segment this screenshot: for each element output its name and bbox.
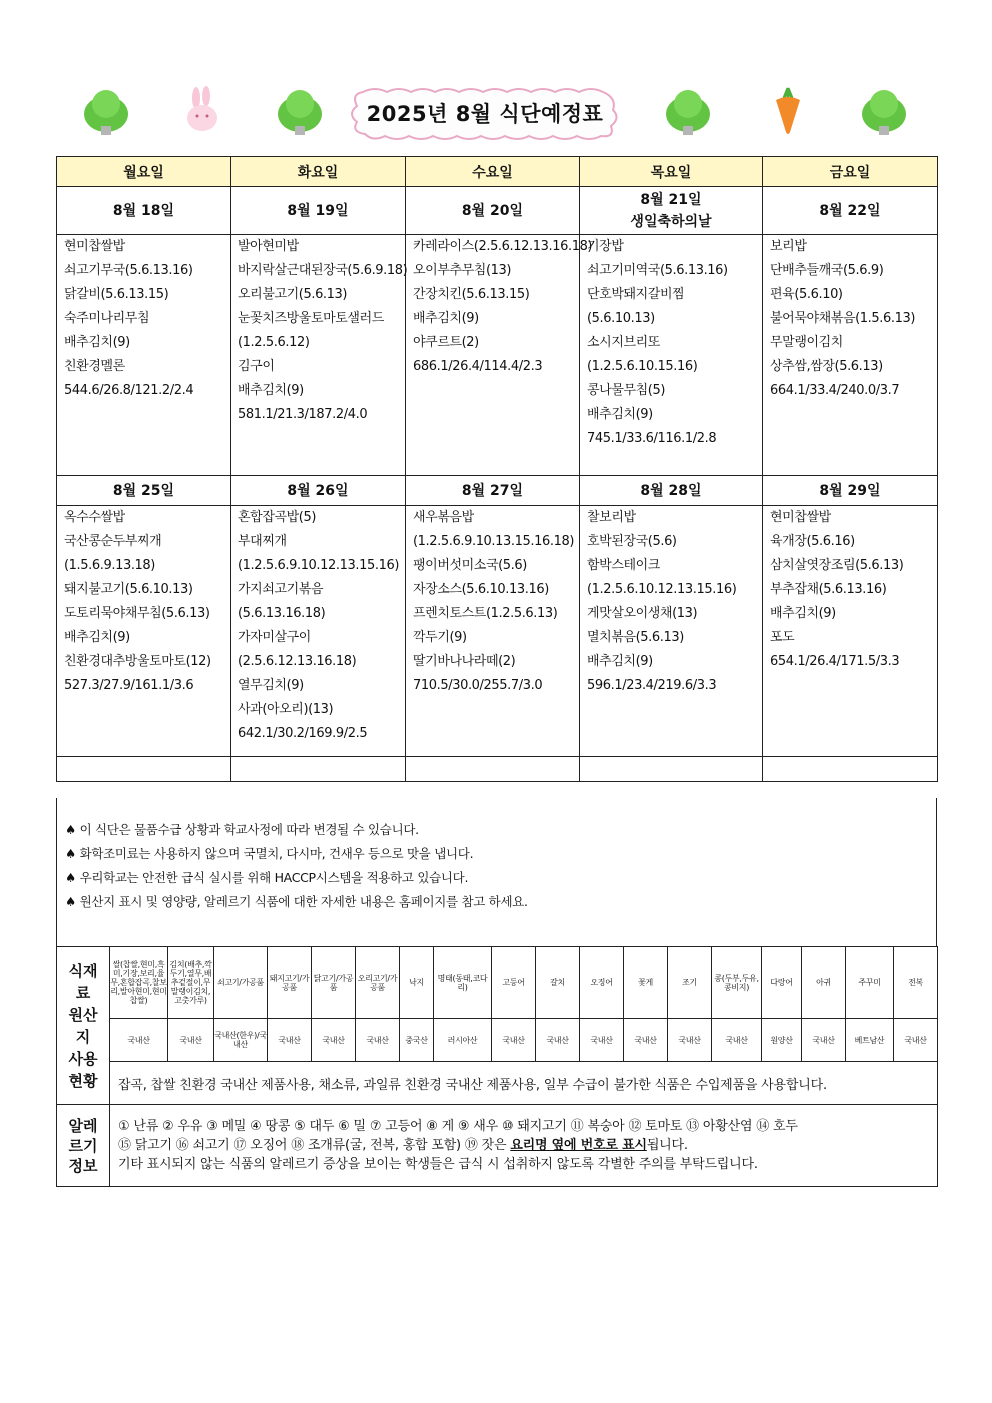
menu-item: 딸기바나나라떼(2) (413, 654, 516, 669)
date-row-week1 (57, 187, 938, 235)
menu-item: (1.5.6.9.13.18) (64, 558, 155, 573)
menu-item: 야쿠르트(2) (413, 335, 479, 350)
origin-food-name: 쇠고기/가공품 (214, 947, 268, 1019)
date-label: 8월 25일 (112, 482, 175, 499)
menu-item: 육개장(5.6.16) (770, 534, 855, 549)
blank-cell (580, 757, 763, 782)
menu-item: 찰보리밥 (587, 510, 636, 525)
origin-country: 국내산 (802, 1019, 846, 1062)
date-label: 8월 29일 (819, 482, 881, 499)
origin-country: 국내산 (356, 1019, 400, 1062)
menu-item: 가자미살구이 (238, 630, 311, 645)
origin-food-name: 돼지고기/가공품 (268, 947, 312, 1019)
allergy-line: ① 난류 ② 우유 ③ 메밀 ④ 땅콩 ⑤ 대두 ⑥ 밀 ⑦ 고등어 ⑧ 게 ⑨ 새우 ⑩ 돼지고기 ⑪ 복숭아 ⑫ 토마토 ⑬ 아황산염 ⑭ 호두 (118, 1119, 798, 1134)
origin-food-name: 전복 (894, 947, 938, 1019)
allergy-line-post: 됩니다. (646, 1138, 688, 1153)
date-label: 8월 18일 (112, 202, 175, 219)
menu-item: 멸치볶음(5.6.13) (587, 630, 684, 645)
date-cell (406, 187, 580, 235)
origin-food-name: 다랑어 (762, 947, 802, 1019)
date-label: 8월 26일 (287, 482, 349, 499)
menu-item: 596.1/23.4/219.6/3.3 (587, 678, 717, 693)
menu-item: 오이부추무침(13) (413, 263, 512, 278)
menu-item: 친환경멜론 (64, 359, 125, 374)
origin-label-line: 지 (75, 1027, 91, 1046)
allergy-label (57, 1105, 110, 1187)
notice-line: ♠ 이 식단은 물품수급 상황과 학교사정에 따라 변경될 수 있습니다. (65, 822, 419, 837)
notice-line: ♠ 우리학교는 안전한 급식 실시를 위해 HACCP시스템을 적용하고 있습니다. (65, 870, 469, 885)
allergy-text (110, 1105, 938, 1187)
menu-row-week1 (57, 235, 938, 476)
blank-row (57, 757, 938, 782)
origin-food-name: 닭고기/가공품 (312, 947, 356, 1019)
menu-item: 김구이 (238, 359, 275, 374)
menu-item: 발아현미밥 (238, 239, 299, 254)
menu-table (56, 156, 938, 782)
day-header-mon: 월요일 (57, 157, 231, 187)
menu-item: 편육(5.6.10) (770, 287, 843, 302)
origin-country: 국내산 (268, 1019, 312, 1062)
menu-item: 배추김치(9) (64, 335, 130, 350)
menu-item: 혼합잡곡밥(5) (238, 510, 317, 525)
menu-item: 도토리묵야채무침(5.6.13) (64, 606, 210, 621)
menu-cell (580, 235, 763, 476)
menu-item: 팽이버섯미소국(5.6) (413, 558, 527, 573)
menu-item: 단배추들깨국(5.6.9) (770, 263, 884, 278)
menu-item: 664.1/33.4/240.0/3.7 (770, 383, 900, 398)
date-cell (580, 187, 763, 235)
menu-item: 호박된장국(5.6) (587, 534, 677, 549)
menu-item: 숙주미나리무침 (64, 311, 150, 326)
menu-item: 눈꽃치즈방울토마토샐러드 (238, 311, 384, 326)
origin-country: 중국산 (400, 1019, 434, 1062)
origin-sentence: 잡곡, 찹쌀 친환경 국내산 제품사용, 채소류, 과일류 친환경 국내산 제품사용, 일부 수급이 불가한 식품은 수입제품을 사용합니다. (110, 1062, 938, 1105)
menu-item: 깍두기(9) (413, 630, 467, 645)
origin-label-line: 사용 (68, 1049, 98, 1068)
origin-country: 국내산 (668, 1019, 712, 1062)
menu-item: 포도 (770, 630, 795, 645)
menu-item: 배추김치(9) (238, 383, 304, 398)
tree-icon (80, 84, 132, 136)
origin-food-name: 주꾸미 (846, 947, 894, 1019)
date-cell (57, 187, 231, 235)
date-cell (57, 476, 231, 506)
menu-item: 배추김치(9) (587, 407, 653, 422)
menu-item: (1.2.5.6.9.10.12.13.15.16) (238, 558, 399, 573)
date-cell (231, 187, 406, 235)
menu-item: 쇠고기미역국(5.6.13.16) (587, 263, 728, 278)
origin-country: 국내산 (312, 1019, 356, 1062)
date-cell (406, 476, 580, 506)
allergy-line: 기타 표시되지 않는 식품의 알레르기 증상을 보이는 학생들은 급식 시 섭취하지 않도록 각별한 주의를 부탁드립니다. (118, 1157, 758, 1172)
origin-country: 러시아산 (434, 1019, 492, 1062)
menu-item: 현미찹쌀밥 (64, 239, 125, 254)
origin-country: 국내산 (624, 1019, 668, 1062)
tree-icon (662, 84, 714, 136)
blank-cell (231, 757, 406, 782)
menu-item: 527.3/27.9/161.1/3.6 (64, 678, 194, 693)
menu-item: (1.2.5.6.10.15.16) (587, 359, 698, 374)
origin-food-name: 낙지 (400, 947, 434, 1019)
origin-food-name: 오징어 (580, 947, 624, 1019)
menu-cell (580, 506, 763, 757)
date-label: 8월 21일 (640, 191, 702, 208)
origin-country-row (57, 1019, 938, 1062)
menu-item: 옥수수쌀밥 (64, 510, 125, 525)
date-label: 8월 28일 (640, 482, 702, 499)
date-row-week2 (57, 476, 938, 506)
blank-cell (57, 757, 231, 782)
menu-row-week2 (57, 506, 938, 757)
menu-item: 무말랭이김치 (770, 335, 843, 350)
day-header-fri: 금요일 (763, 157, 938, 187)
origin-sentence-row (57, 1062, 938, 1105)
tree-icon (858, 84, 910, 136)
menu-cell (406, 235, 593, 476)
menu-item: (2.5.6.12.13.16.18) (238, 654, 357, 669)
origin-country: 국내산(한우)/국내산 (214, 1019, 268, 1062)
menu-item: (1.2.5.6.10.12.13.15.16) (587, 582, 737, 597)
menu-item: 보리밥 (770, 239, 807, 254)
menu-item: 745.1/33.6/116.1/2.8 (587, 431, 717, 446)
origin-country: 국내산 (536, 1019, 580, 1062)
origin-label (57, 947, 110, 1105)
menu-cell (406, 506, 580, 757)
menu-item: 642.1/30.2/169.9/2.5 (238, 726, 368, 741)
menu-item: 기장밥 (587, 239, 624, 254)
origin-country: 국내산 (712, 1019, 762, 1062)
menu-item: (5.6.10.13) (587, 311, 655, 326)
origin-food-name: 김치(배추,깍두기,열무,배추겉절이,무말랭이김치,고춧가루) (168, 947, 214, 1019)
menu-item: 닭갈비(5.6.13.15) (64, 287, 169, 302)
menu-item: 가지쇠고기볶음 (238, 582, 324, 597)
date-cell (763, 476, 938, 506)
date-cell (580, 476, 763, 506)
origin-country: 원양산 (762, 1019, 802, 1062)
origin-food-name: 꽃게 (624, 947, 668, 1019)
origin-label-line: 식재 (68, 961, 98, 980)
menu-item: 배추김치(9) (587, 654, 653, 669)
menu-item: 배추김치(9) (413, 311, 479, 326)
origin-food-name: 갈치 (536, 947, 580, 1019)
allergy-highlight: 요리명 옆에 번호로 표시 (510, 1138, 647, 1153)
menu-item: 배추김치(9) (64, 630, 130, 645)
menu-item: 돼지불고기(5.6.10.13) (64, 582, 193, 597)
allergy-label-line: 알레 (68, 1116, 98, 1135)
menu-item: 프렌치토스트(1.2.5.6.13) (413, 606, 558, 621)
date-cell (231, 476, 406, 506)
origin-country: 국내산 (168, 1019, 214, 1062)
menu-item: 오리불고기(5.6.13) (238, 287, 348, 302)
menu-cell (763, 506, 938, 757)
origin-name-row (57, 947, 938, 1019)
blank-cell (763, 757, 938, 782)
menu-cell (763, 235, 938, 476)
menu-item: 686.1/26.4/114.4/2.3 (413, 359, 543, 374)
menu-item: 배추김치(9) (770, 606, 836, 621)
menu-item: 소시지브리또 (587, 335, 660, 350)
menu-item: 부대찌개 (238, 534, 287, 549)
allergy-line (110, 1136, 937, 1155)
origin-label-line: 원산 (68, 1005, 98, 1024)
origin-country: 국내산 (894, 1019, 938, 1062)
origin-food-name: 고등어 (492, 947, 536, 1019)
notice-line: ♠ 원산지 표시 및 영양량, 알레르기 식품에 대한 자세한 내용은 홈페이지를 참고 하세요. (65, 894, 528, 909)
blank-cell (406, 757, 580, 782)
menu-item: 710.5/30.0/255.7/3.0 (413, 678, 543, 693)
carrot-icon (766, 84, 810, 136)
day-header-row (57, 157, 938, 187)
menu-item: 단호박돼지갈비찜 (587, 287, 685, 302)
allergy-row (57, 1105, 938, 1187)
menu-cell (57, 506, 231, 757)
origin-label-line: 현황 (68, 1071, 98, 1090)
menu-item: 콩나물무침(5) (587, 383, 666, 398)
allergy-label-line: 정보 (68, 1156, 98, 1175)
title-banner (345, 84, 625, 144)
menu-item: 열무김치(9) (238, 678, 304, 693)
date-label: 8월 20일 (461, 202, 524, 219)
origin-country: 국내산 (110, 1019, 168, 1062)
menu-item: 친환경대추방울토마토(12) (64, 654, 211, 669)
date-label: 8월 22일 (819, 202, 881, 219)
menu-cell (231, 506, 406, 757)
menu-item: 카레라이스(2.5.6.12.13.16.18) (413, 239, 593, 254)
menu-item: 함박스테이크 (587, 558, 660, 573)
origin-table (56, 946, 938, 1105)
origin-food-name: 쌀(찹쌀,현미,흑미,기장,보리,율무,혼합잡곡,찰보리,발아현미,현미찹쌀) (110, 947, 168, 1019)
page-title: 2025년 8월 식단예정표 (366, 102, 604, 126)
origin-country: 국내산 (580, 1019, 624, 1062)
menu-item: 쇠고기무국(5.6.13.16) (64, 263, 193, 278)
event-label: 생일축하의날 (630, 213, 712, 230)
menu-item: (1.2.5.6.12) (238, 335, 310, 350)
tree-icon (274, 84, 326, 136)
menu-cell (231, 235, 406, 476)
origin-food-name: 조기 (668, 947, 712, 1019)
menu-item: 654.1/26.4/171.5/3.3 (770, 654, 900, 669)
menu-item: 국산콩순두부찌개 (64, 534, 162, 549)
menu-item: 부추잡채(5.6.13.16) (770, 582, 887, 597)
menu-item: 사과(아오리)(13) (238, 702, 334, 717)
origin-label-line: 료 (75, 983, 91, 1002)
origin-country: 국내산 (492, 1019, 536, 1062)
day-header-tue: 화요일 (231, 157, 406, 187)
menu-cell (57, 235, 231, 476)
menu-item: 게맛살오이생채(13) (587, 606, 698, 621)
rabbit-icon (180, 86, 224, 136)
notice-line: ♠ 화학조미료는 사용하지 않으며 국멸치, 다시마, 건새우 등으로 맛을 냅니다. (65, 846, 474, 861)
menu-item: 544.6/26.8/121.2/2.4 (64, 383, 194, 398)
allergy-table (56, 1104, 938, 1187)
date-label: 8월 27일 (461, 482, 524, 499)
menu-item: (5.6.13.16.18) (238, 606, 326, 621)
notice-box (56, 798, 937, 947)
day-header-wed: 수요일 (406, 157, 580, 187)
date-label: 8월 19일 (287, 202, 349, 219)
menu-item: 삼치살엿장조림(5.6.13) (770, 558, 904, 573)
menu-item: 현미찹쌀밥 (770, 510, 831, 525)
day-header-thu: 목요일 (580, 157, 763, 187)
origin-food-name: 콩(두부,두유,콩비지) (712, 947, 762, 1019)
menu-item: (1.2.5.6.9.10.13.15.16.18) (413, 534, 574, 549)
menu-item: 자장소스(5.6.10.13.16) (413, 582, 549, 597)
origin-food-name: 아귀 (802, 947, 846, 1019)
menu-item: 불어묵야채볶음(1.5.6.13) (770, 311, 916, 326)
origin-country: 베트남산 (846, 1019, 894, 1062)
allergy-line-pre: ⑮ 닭고기 ⑯ 쇠고기 ⑰ 오징어 ⑱ 조개류(굴, 전복, 홍합 포함) ⑲ 잣은 (118, 1138, 511, 1153)
menu-item: 581.1/21.3/187.2/4.0 (238, 407, 368, 422)
menu-item: 새우볶음밥 (413, 510, 474, 525)
allergy-label-line: 르기 (68, 1136, 98, 1155)
menu-item: 바지락살근대된장국(5.6.9.18) (238, 263, 408, 278)
menu-item: 간장치킨(5.6.13.15) (413, 287, 530, 302)
date-cell (763, 187, 938, 235)
origin-food-name: 명태(동태,코다리) (434, 947, 492, 1019)
origin-food-name: 오리고기/가공품 (356, 947, 400, 1019)
menu-item: 상추쌈,쌈장(5.6.13) (770, 359, 883, 374)
